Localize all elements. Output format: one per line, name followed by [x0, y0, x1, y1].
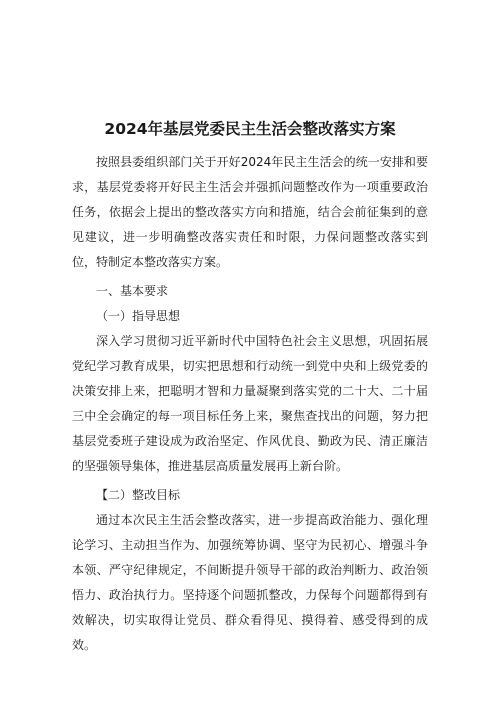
section-heading-basic-requirements: 一、基本要求	[96, 284, 169, 298]
guiding-thought-paragraph: 深入学习贯彻习近平新时代中国特色社会主义思想，巩固拓展党纪学习教育成果，切实把思想和行动统一到党中央和上级党委的决策安排上来，把聪明才智和力量凝聚到落实党的二十大、二十届三中全会确定的每一项目标任务上来，聚焦查找出的问题，努力把基层党委班子建设成为政治坚定、作风优良、勤政为民、清正廉洁的坚强领导集体，推进基层高质量发展再上新台阶。	[72, 334, 428, 473]
document-page	[72, 118, 428, 658]
rectification-goals-paragraph: 通过本次民主生活会整改落实，进一步提高政治能力、强化理论学习、主动担当作为、加强统筹协调、坚守为民初心、增强斗争本领、严守纪律规定，不间断提升领导干部的政治判断力、政治领悟力、政治执行力。坚持逐个问题抓整改，力保每个问题都得到有效解决，切实取得让党员、群众看得见、摸得着、感受得到的成效。	[72, 513, 428, 652]
document-title: 2024年基层党委民主生活会整改落实方案	[104, 120, 396, 138]
intro-paragraph: 按照县委组织部门关于开好2024年民主生活会的统一安排和要求，基层党委将开好民主生活会并强抓问题整改作为一项重要政治任务，依据会上提出的整改落实方向和措施，结合会前征集到的意见建议，进一步明确整改落实责任和时限，力保问题整改落实到位，特制定本整改落实方案。	[72, 155, 428, 269]
subsection-heading-rectification-goals: 【二）整改目标	[96, 488, 181, 502]
subsection-heading-guiding-thought: （一）指导思想	[96, 309, 181, 323]
